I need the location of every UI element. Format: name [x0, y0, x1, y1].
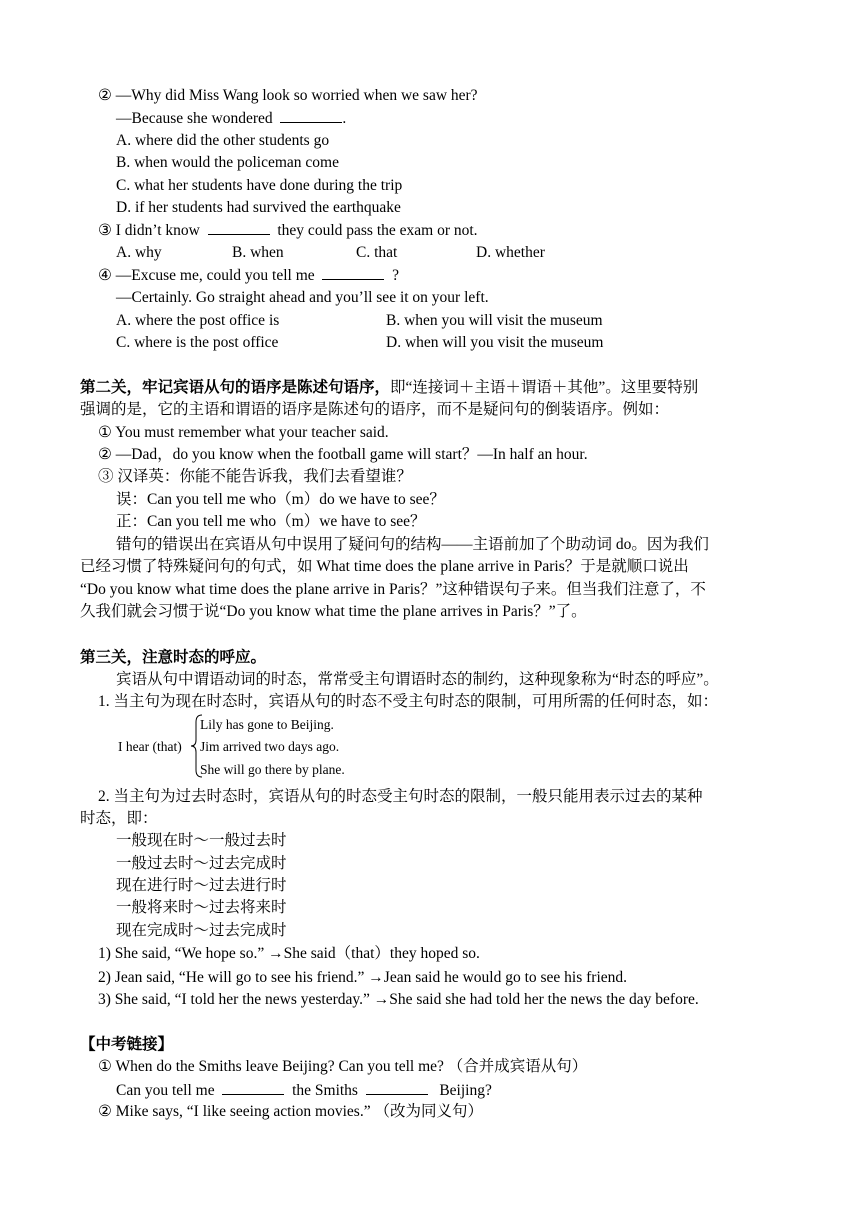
section2-example1: ① You must remember what your teacher said.: [98, 424, 389, 441]
q4-option-c: C. where is the post office: [116, 334, 279, 351]
q3-option-a: A. why: [116, 244, 162, 261]
section2-para3: “Do you know what time does the plane arrive in Paris？”这种错误句子来。但当我们注意了，不: [80, 581, 706, 598]
i-hear-that: I hear (that): [118, 739, 182, 754]
q1b-pre: Can you tell me: [116, 1082, 215, 1099]
q3-option-c: C. that: [356, 244, 398, 261]
link-question1: ① When do the Smiths leave Beijing? Can you tell me? （合并成宾语从句）: [98, 1058, 588, 1075]
answer-blank: [280, 108, 342, 123]
q2-option-a: A. where did the other students go: [116, 132, 330, 149]
q4-post: ?: [392, 267, 400, 284]
q3-pre: ③ I didn’t know: [98, 222, 200, 239]
section3-point2b: 时态，即：: [80, 810, 158, 827]
section2-example2: ② —Dad，do you know when the football game will start？—In half an hour.: [98, 446, 588, 463]
q1b-mid: the Smiths: [292, 1082, 358, 1099]
section2-para2: 已经习惯了特殊疑问句的句式，如 What time does the plane arrive in Paris？于是就顺口说出: [80, 558, 689, 575]
link-question2: ② Mike says, “I like seeing action movies.” （改为同义句）: [98, 1103, 483, 1120]
section3-point2a: 2. 当主句为过去时态时，宾语从句的时态受主句时态的限制，一般只能用表示过去的某种: [98, 788, 703, 805]
tense-pair-4: 一般将来时～过去将来时: [116, 899, 287, 916]
section2-heading-rest: 即“连接词＋主语＋谓语＋其他”。这里要特别: [390, 379, 699, 396]
q3-option-d: D. whether: [476, 244, 545, 261]
section3-heading: 第三关，注意时态的呼应。: [80, 649, 267, 666]
answer-blank: [222, 1080, 284, 1095]
section3-point1: 1. 当主句为现在时态时，宾语从句的时态不受主句时态的限制，可用所需的任何时态，如：: [98, 693, 719, 710]
tense-pair-2: 一般过去时～过去完成时: [116, 855, 287, 872]
q2-line2: —Because she wondered .: [116, 110, 347, 127]
q4-line1: [98, 265, 399, 286]
section2-heading-bold: 第二关，牢记宾语从句的语序是陈述句语序，: [80, 379, 391, 396]
answer-blank: [208, 220, 270, 235]
section2-heading: [80, 378, 698, 398]
sentence-1: 1) She said, “We hope so.” →She said（that）they hoped so.: [98, 945, 480, 962]
q3-line: [98, 220, 478, 241]
section3-intro: 宾语从句中谓语动词的时态，常常受主句谓语时态的制约，这种现象称为“时态的呼应”。: [116, 671, 719, 688]
tense-pair-1: 一般现在时～一般过去时: [116, 832, 287, 849]
q4-option-a: A. where the post office is: [116, 312, 280, 329]
answer-blank: [366, 1080, 428, 1095]
section2-example3: ③ 汉译英：你能不能告诉我，我们去看望谁？: [98, 468, 412, 485]
q3-option-b: B. when: [232, 244, 284, 261]
q2-line2-text: —Because she wondered: [116, 110, 273, 127]
q3-post: they could pass the exam or not.: [277, 222, 478, 239]
brace-line3: She will go there by plane.: [200, 762, 345, 777]
sentence-3: 3) She said, “I told her the news yesterday.” →She said she had told her the news the day before.: [98, 991, 699, 1008]
answer-blank: [322, 265, 384, 280]
q2-line1: ② —Why did Miss Wang look so worried when we saw her?: [98, 87, 478, 104]
q4-line2: —Certainly. Go straight ahead and you’ll see it on your left.: [116, 289, 489, 306]
section2-wrong: 误：Can you tell me who（m）do we have to see？: [116, 491, 445, 508]
section2-line2: 强调的是，它的主语和谓语的语序是陈述句的语序，而不是疑问句的倒装语序。例如：: [80, 401, 670, 418]
q2-option-d: D. if her students had survived the earthquake: [116, 199, 401, 216]
section2-para4: 久我们就会习惯于说“Do you know what time the plane arrives in Paris？”了。: [80, 603, 587, 620]
q4-option-d: D. when will you visit the museum: [386, 334, 604, 351]
section2-para1: 错句的错误出在宾语从句中误用了疑问句的结构——主语前加了个助动词 do。因为我们: [116, 536, 709, 553]
section2-right: 正：Can you tell me who（m）we have to see？: [116, 513, 426, 530]
q2-option-c: C. what her students have done during the trip: [116, 177, 403, 194]
q2-option-b: B. when would the policeman come: [116, 154, 339, 171]
q1b-post: Beijing?: [439, 1082, 492, 1099]
section4-heading: 【中考链接】: [80, 1036, 174, 1053]
q4-pre: ④ —Excuse me, could you tell me: [98, 267, 315, 284]
brace-line1: Lily has gone to Beijing.: [200, 717, 334, 732]
sentence-2: 2) Jean said, “He will go to see his friend.” →Jean said he would go to see his friend.: [98, 969, 628, 986]
link-question1-answer: [116, 1080, 492, 1101]
q4-option-b: B. when you will visit the museum: [386, 312, 603, 329]
tense-pair-3: 现在进行时～过去进行时: [116, 877, 287, 894]
tense-pair-5: 现在完成时～过去完成时: [116, 922, 287, 939]
brace-line2: Jim arrived two days ago.: [200, 739, 340, 754]
